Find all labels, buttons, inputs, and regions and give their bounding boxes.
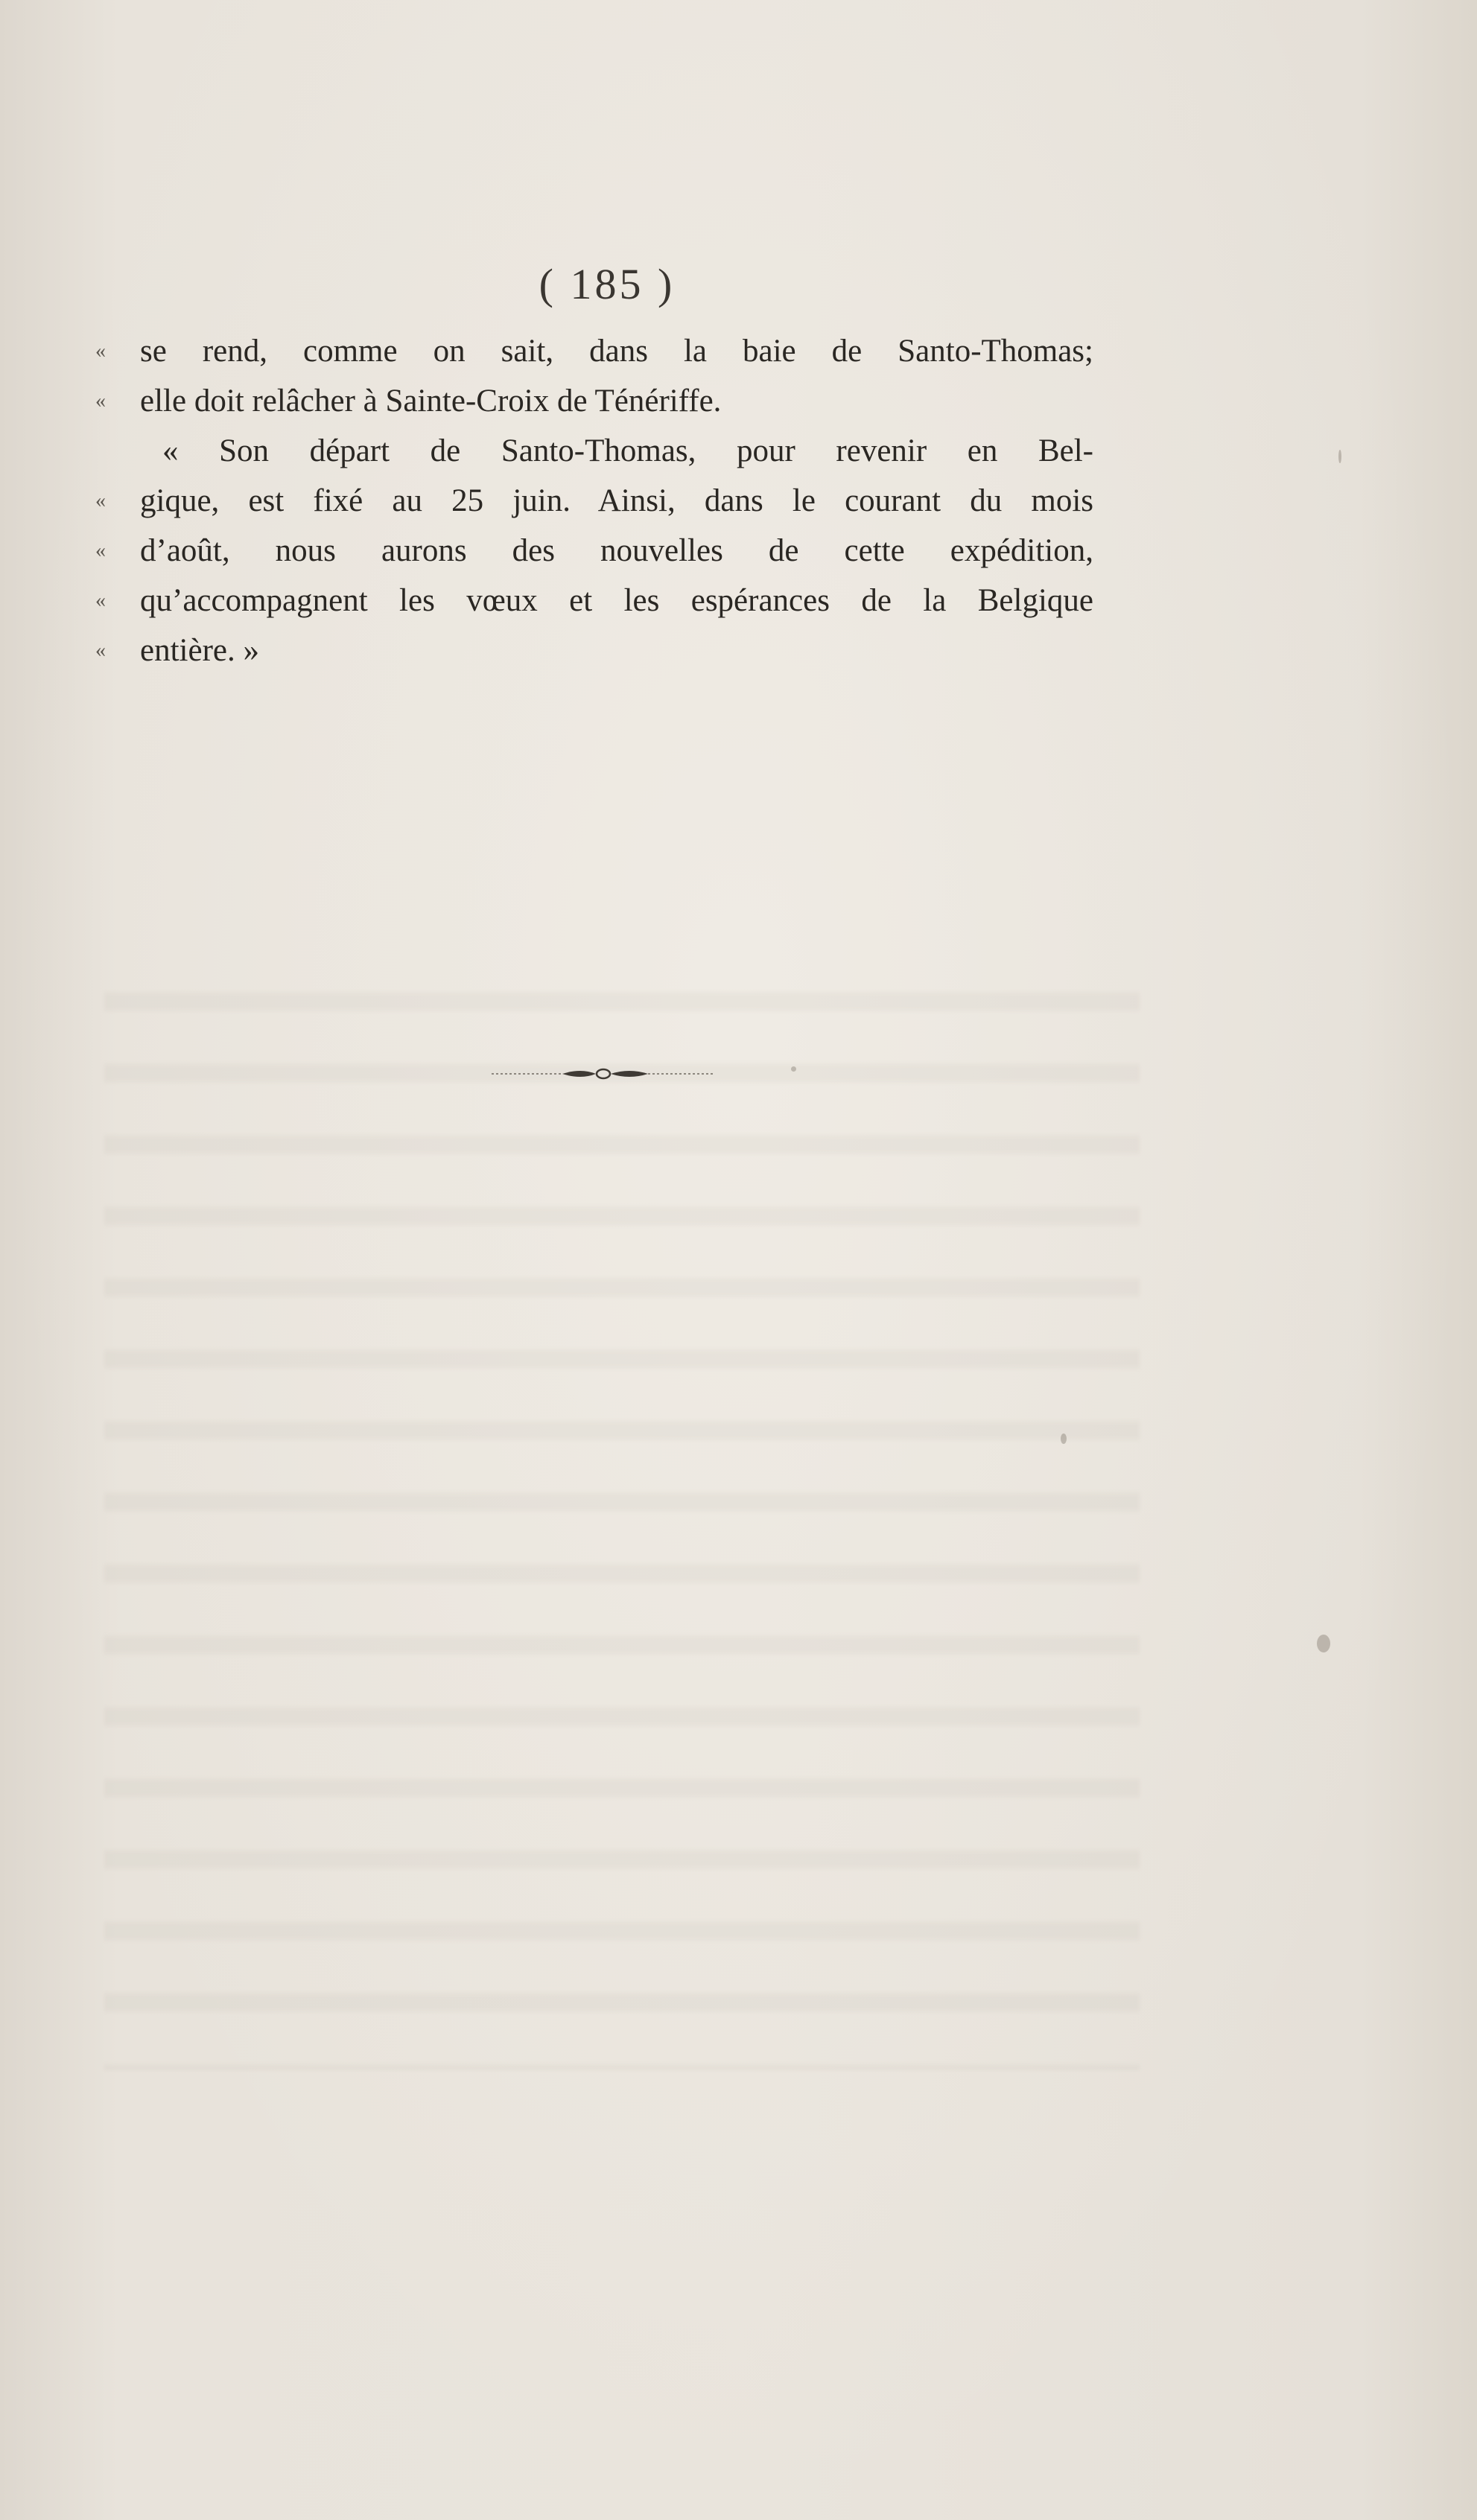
text-line: [95, 426, 1093, 476]
show-through-text: [104, 953, 1140, 2070]
guillemet-mark: «: [95, 489, 106, 512]
line-text: gique, est fixé au 25 juin. Ainsi, dans le courant du mois: [140, 483, 1093, 518]
paper-spot: [1061, 1434, 1067, 1444]
body-text: [95, 326, 1093, 675]
text-line: [95, 376, 1093, 426]
text-line: [95, 326, 1093, 376]
guillemet-mark: «: [95, 539, 106, 562]
guillemet-mark: «: [95, 589, 106, 612]
text-line: [95, 476, 1093, 526]
decorative-rule-ornament-icon: [492, 1065, 715, 1083]
line-text: se rend, comme on sait, dans la baie de Santo-Thomas;: [140, 334, 1093, 369]
line-text: d’août, nous aurons des nouvelles de cette expédition,: [140, 533, 1093, 568]
paper-spot: [1338, 450, 1341, 463]
text-line: [95, 626, 1093, 675]
paper-spot: [1317, 1635, 1330, 1652]
text-line: [95, 576, 1093, 626]
page-number: ( 185 ): [539, 260, 676, 308]
paper-spot: [791, 1066, 796, 1072]
line-text: qu’accompagnent les vœux et les espérances de la Belgique: [140, 583, 1093, 618]
guillemet-mark: «: [95, 639, 106, 662]
line-text: elle doit relâcher à Sainte-Croix de Ténériffe.: [140, 384, 722, 419]
guillemet-mark: «: [95, 389, 106, 413]
guillemet-mark: «: [95, 340, 106, 363]
line-text: entière. »: [140, 633, 259, 668]
text-line: [95, 526, 1093, 576]
line-text: « Son départ de Santo-Thomas, pour revenir en Bel-: [162, 433, 1093, 468]
